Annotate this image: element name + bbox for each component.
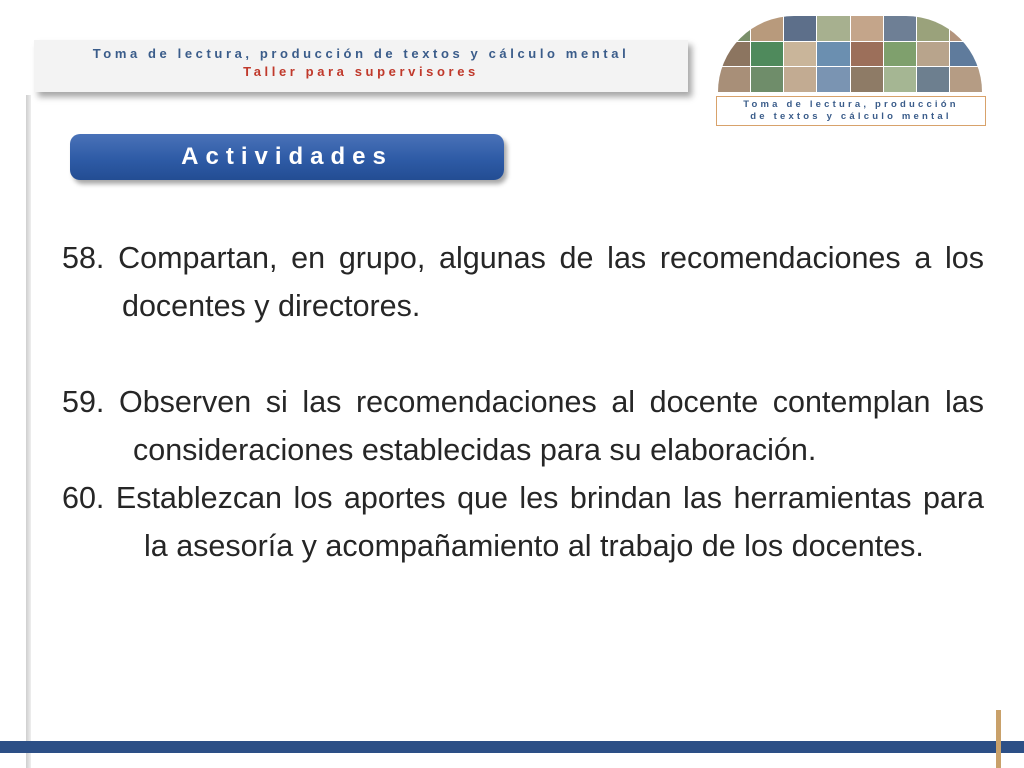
program-logo (714, 16, 986, 128)
activity-text: Compartan, en grupo, algunas de las recomendaciones a los docentes y directores. (118, 241, 984, 323)
activity-item (62, 234, 984, 330)
photo-collage-image (718, 16, 982, 92)
activity-text: Observen si las recomendaciones al docente contemplan las consideraciones establecidas para su elaboración. (119, 385, 985, 467)
left-decorative-rule (26, 95, 31, 768)
activity-item (62, 378, 984, 474)
activity-number: 59. (62, 385, 105, 419)
logo-caption-line2: de textos y cálculo mental (750, 111, 952, 122)
footer-bar (0, 741, 1024, 753)
footer-accent-tick (996, 710, 1001, 768)
section-title-badge: Actividades (70, 134, 504, 180)
header-title: Toma de lectura, producción de textos y cálculo mental (92, 46, 630, 61)
activity-number: 60. (62, 481, 105, 515)
header-banner (34, 40, 688, 92)
activity-text: Establezcan los aportes que les brindan las herramientas para la asesoría y acompañamiento al trabajo de los docentes. (115, 481, 984, 563)
header-subtitle: Taller para supervisores (243, 64, 479, 79)
logo-caption-line1: Toma de lectura, producción (743, 99, 959, 110)
activity-list (62, 234, 984, 570)
logo-caption (716, 96, 986, 126)
activity-item (62, 474, 984, 570)
activity-number: 58. (62, 241, 105, 275)
